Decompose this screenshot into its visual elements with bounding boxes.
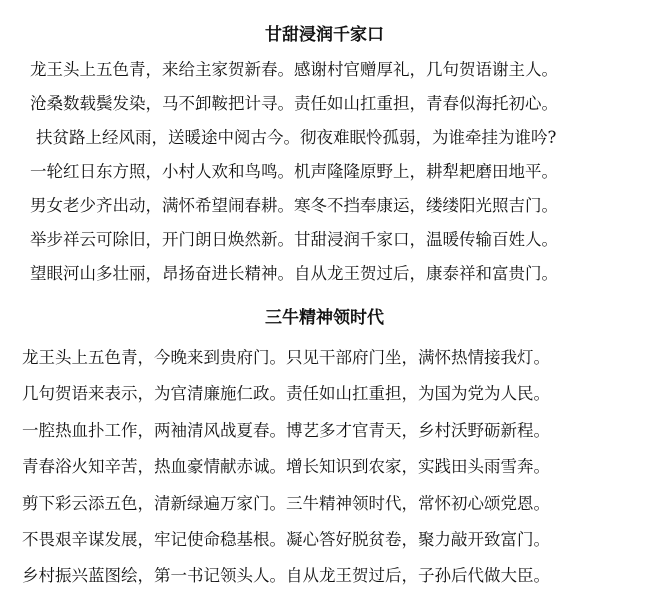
- poem-line: 青春浴火知辛苦，热血豪情献赤诚。增长知识到农家，实践田头雨雪奔。: [22, 457, 550, 477]
- poem-line: 几句贺语来表示，为官清廉施仁政。责任如山扛重担，为国为党为人民。: [22, 384, 550, 404]
- poem-line: 举步祥云可除旧，开门朗日焕然新。甘甜浸润千家口，温暖传输百姓人。: [30, 230, 558, 249]
- poem-title: 甘甜浸润千家口: [265, 25, 384, 45]
- poem-line: 龙王头上五色青，今晚来到贵府门。只见干部府门坐，满怀热情接我灯。: [22, 348, 550, 367]
- poem-line: 一腔热血扑工作，两袖清风战夏春。博艺多才官青天，乡村沃野砺新程。: [22, 420, 550, 440]
- poem-line: 龙王头上五色青，来给主家贺新春。感谢村官赠厚礼，几句贺语谢主人。: [30, 60, 558, 79]
- poem-line: 男女老少齐出动，满怀希望闹春耕。寒冬不挡奉康运，缕缕阳光照吉门。: [30, 196, 558, 215]
- poem-line: 剪下彩云添五色，清新绿遍万家门。三牛精神领时代，常怀初心颂党恩。: [22, 493, 550, 513]
- poem-2: [0, 307, 649, 595]
- poem-line: 扶贫路上经风雨，送暖途中阅古今。彻夜难眠怜孤弱，为谁牵挂为谁吟?: [36, 128, 557, 147]
- poem-title: 三牛精神领时代: [265, 308, 384, 328]
- poem-line: 一轮红日东方照，小村人欢和鸟鸣。机声隆隆原野上，耕犁耙磨田地平。: [30, 162, 558, 181]
- poem-line: 不畏艰辛谋发展，牢记使命稳基根。凝心答好脱贫卷，聚力敲开致富门。: [22, 529, 550, 549]
- poem-line: 沧桑数载鬓发染，马不卸鞍把计寻。责任如山扛重担，青春似海托初心。: [30, 94, 558, 113]
- poem-line: 望眼河山多壮丽，昂扬奋进长精神。自从龙王贺过后，康泰祥和富贵门。: [30, 264, 558, 283]
- poem-1: [0, 24, 649, 291]
- poem-line: 乡村振兴蓝图绘，第一书记领头人。自从龙王贺过后，子孙后代做大臣。: [22, 566, 550, 586]
